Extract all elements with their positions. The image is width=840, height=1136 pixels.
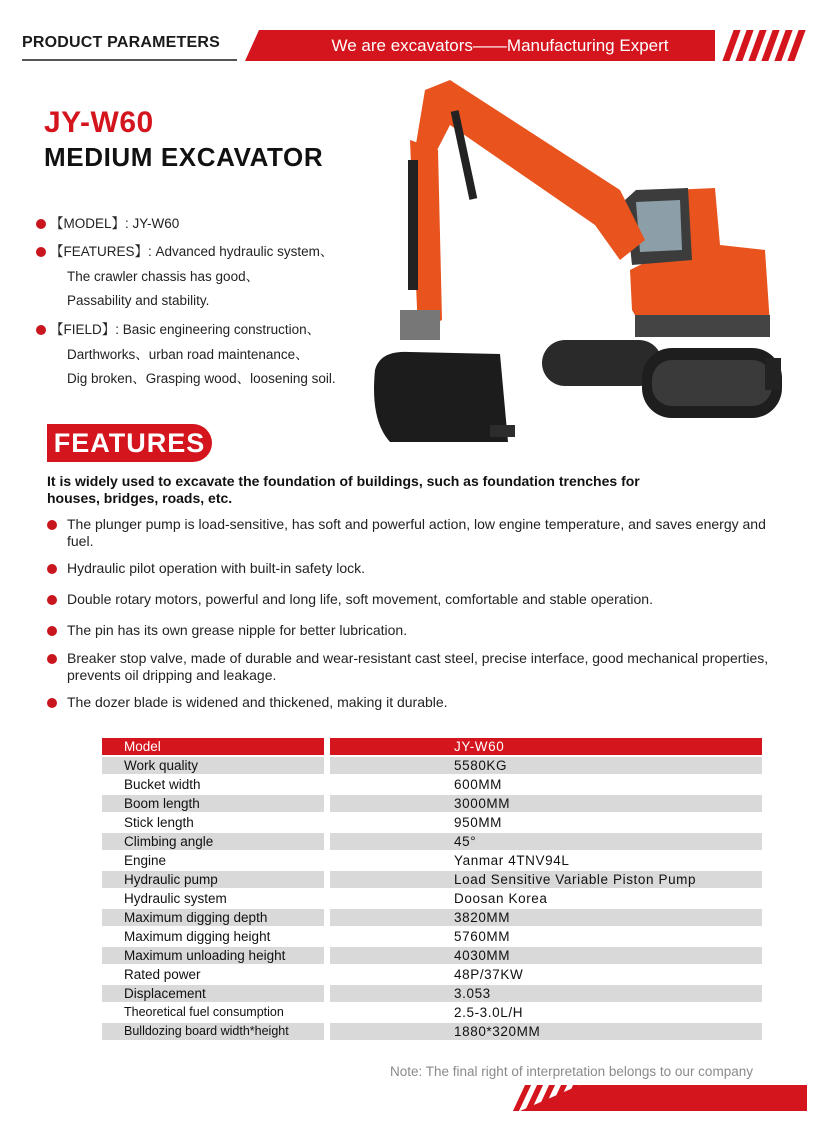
table-cell-label: Model [102, 738, 324, 755]
model-subtitle: MEDIUM EXCAVATOR [44, 142, 324, 172]
table-row [102, 889, 762, 908]
footer-note: Note: The final right of interpretation belongs to our company [390, 1064, 753, 1079]
table-row [102, 908, 762, 927]
info-field-line1: 【FIELD】: Basic engineering construction、 [50, 322, 321, 337]
table-row [102, 813, 762, 832]
table-row [102, 927, 762, 946]
table-cell-value: 3820MM [330, 909, 762, 926]
info-features [36, 240, 333, 314]
feature-bullet-text: Double rotary motors, powerful and long life, soft movement, comfortable and stable operation. [67, 591, 653, 607]
table-cell-label: Climbing angle [102, 833, 324, 850]
feature-bullet [47, 591, 777, 608]
feature-bullet-text: The pin has its own grease nipple for better lubrication. [67, 622, 408, 638]
table-cell-label: Maximum unloading height [102, 947, 324, 964]
table-cell-label: Displacement [102, 985, 324, 1002]
info-field [36, 318, 336, 392]
table-row [102, 756, 762, 775]
bullet-dot-icon [47, 626, 57, 636]
table-row [102, 984, 762, 1003]
table-cell-value: Load Sensitive Variable Piston Pump [330, 871, 762, 888]
features-badge-text: FEATURES [53, 428, 206, 458]
bullet-dot-icon [36, 219, 46, 229]
table-cell-value: 5580KG [330, 757, 762, 774]
table-cell-label: Hydraulic system [124, 891, 227, 906]
table-row [102, 775, 762, 794]
table-cell-label: Boom length [102, 795, 324, 812]
bullet-dot-icon [36, 247, 46, 257]
table-cell-value: JY-W60 [330, 738, 762, 755]
feature-bullet [47, 622, 777, 639]
info-model [36, 212, 179, 237]
feature-bullet [47, 694, 777, 711]
table-cell-value: 5760MM [454, 929, 511, 944]
table-cell-value: Yanmar 4TNV94L [454, 853, 570, 868]
info-features-line2: The crawler chassis has good、 [67, 268, 260, 284]
table-cell-label: Work quality [102, 757, 324, 774]
feature-bullet [47, 560, 777, 577]
info-model-text: 【MODEL】: JY-W60 [50, 216, 180, 231]
table-row [102, 870, 762, 889]
bullet-dot-icon [36, 325, 46, 335]
features-intro: It is widely used to excavate the foundation of buildings, such as foundation trenches for houses, bridges, roads, etc. [47, 473, 640, 506]
table-cell-value: 2.5-3.0L/H [454, 1005, 524, 1020]
model-title: JY-W60 [44, 106, 154, 139]
table-row [102, 946, 762, 965]
table-cell-value: 1880*320MM [330, 1023, 762, 1040]
table-cell-label: Maximum digging depth [102, 909, 324, 926]
table-cell-value: 4030MM [330, 947, 762, 964]
table-cell-label: Hydraulic pump [102, 871, 324, 888]
feature-bullet-text: The plunger pump is load-sensitive, has soft and powerful action, low engine temperature, and saves energy and fuel. [67, 516, 766, 549]
excavator-bucket [374, 352, 508, 442]
table-cell-label: Stick length [124, 815, 194, 830]
feature-bullet [47, 650, 777, 684]
bullet-dot-icon [47, 520, 57, 530]
table-cell-value: 45° [330, 833, 762, 850]
info-features-line3: Passability and stability. [67, 293, 210, 308]
table-cell-label: Rated power [124, 967, 201, 982]
spec-table [102, 737, 762, 1041]
info-field-line2: Darthworks、urban road maintenance、 [67, 346, 309, 362]
bullet-dot-icon [47, 564, 57, 574]
table-cell-label: Engine [124, 853, 167, 868]
table-row [102, 1022, 762, 1041]
info-features-line1: 【FEATURES】: Advanced hydraulic system、 [50, 244, 334, 259]
table-cell-label: Bucket width [124, 777, 201, 792]
bullet-dot-icon [47, 595, 57, 605]
table-cell-value: Doosan Korea [454, 891, 548, 906]
table-cell-value: 3.053 [330, 985, 762, 1002]
feature-bullet [47, 516, 777, 550]
feature-bullet-text: Breaker stop valve, made of durable and wear-resistant cast steel, precise interface, good mechanical properties, prevents oil dripping and leakage. [67, 650, 769, 683]
bullet-dot-icon [47, 698, 57, 708]
feature-bullet-text: The dozer blade is widened and thickened, making it durable. [67, 694, 448, 710]
table-cell-label: Theoretical fuel consumption [124, 1005, 284, 1019]
header-banner-text: We are excavators——Manufacturing Expert [331, 36, 669, 55]
bullet-dot-icon [47, 654, 57, 664]
feature-bullet-text: Hydraulic pilot operation with built-in safety lock. [67, 560, 366, 576]
table-cell-value: 3000MM [330, 795, 762, 812]
table-row [102, 1003, 762, 1022]
table-row [102, 832, 762, 851]
table-header-row [102, 737, 762, 756]
excavator-boom [415, 80, 645, 260]
table-cell-label: Maximum digging height [124, 929, 271, 944]
table-cell-value: 48P/37KW [454, 967, 524, 982]
table-cell-value: 600MM [454, 777, 503, 792]
excavator-image [370, 70, 790, 450]
info-field-line3: Dig broken、Grasping wood、loosening soil. [67, 371, 336, 386]
header-title: PRODUCT PARAMETERS [22, 34, 220, 51]
table-row [102, 851, 762, 870]
table-cell-label: Bulldozing board width*height [102, 1023, 324, 1040]
header-underline [22, 59, 237, 61]
table-row [102, 965, 762, 984]
table-cell-value: 950MM [454, 815, 503, 830]
table-row [102, 794, 762, 813]
